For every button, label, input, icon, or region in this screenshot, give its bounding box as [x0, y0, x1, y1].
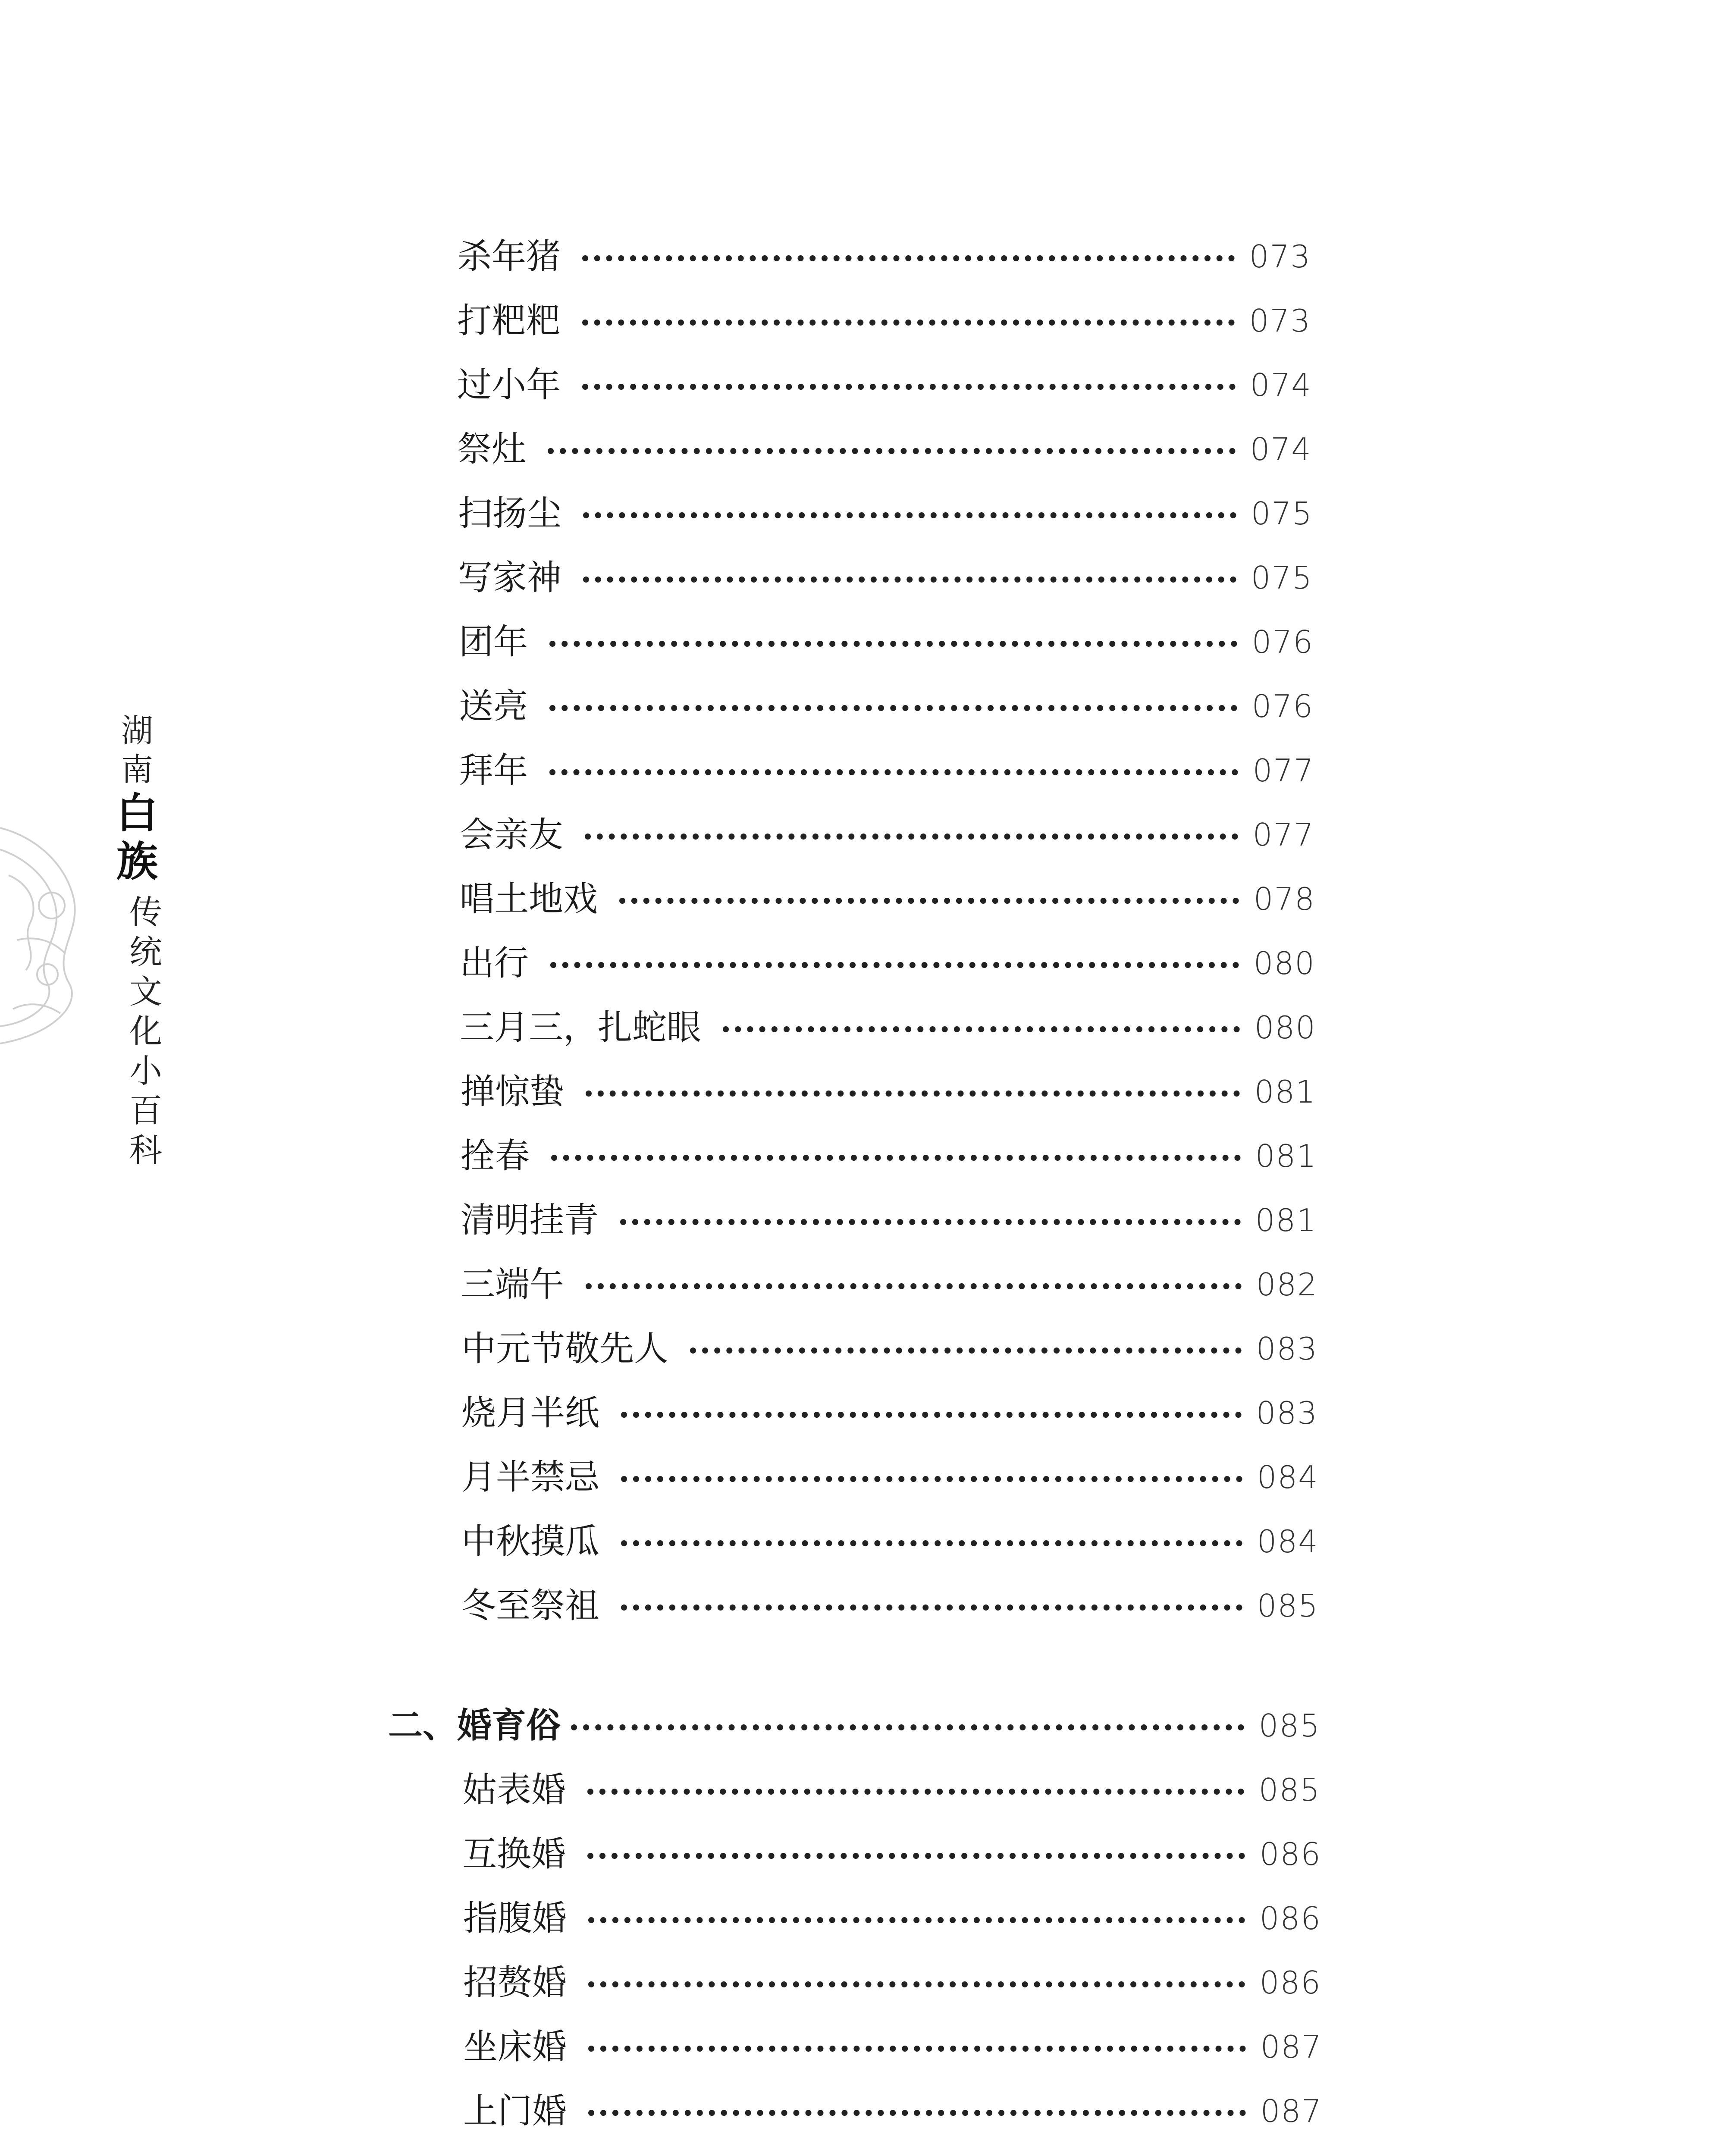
toc-entry-page: 077	[1252, 817, 1314, 853]
toc-entry-title: 中秋摸瓜	[461, 1521, 599, 1561]
toc-dot-leader	[549, 641, 1237, 647]
toc-entry[interactable]	[462, 1766, 1321, 1814]
running-title-char: 百	[129, 1091, 162, 1130]
running-title-char: 族	[116, 837, 158, 886]
toc-entry-title: 掸惊蛰	[461, 1072, 564, 1112]
toc-entry-title: 清明挂青	[461, 1200, 599, 1240]
toc-entry-page: 081	[1255, 1138, 1317, 1174]
toc-dot-leader	[723, 1026, 1240, 1032]
toc-entry-page: 077	[1252, 752, 1314, 789]
toc-entry-title: 出行	[460, 943, 529, 983]
toc-entry-title: 送亮	[459, 686, 528, 726]
toc-entry-page: 085	[1258, 1772, 1321, 1808]
toc-entry[interactable]	[457, 297, 1311, 345]
toc-section-heading[interactable]	[388, 1702, 1321, 1749]
toc-entry-title: 三端午	[461, 1264, 564, 1304]
toc-entry-title: 坐床婚	[463, 2027, 567, 2067]
running-title-char: 传	[129, 893, 162, 931]
toc-entry-title: 招赘婚	[463, 1962, 567, 2002]
toc-entry-page: 083	[1256, 1331, 1318, 1367]
toc-entry[interactable]	[459, 683, 1314, 730]
toc-entry-title: 会亲友	[460, 815, 563, 855]
toc-entry-title: 三月三，扎蛇眼	[460, 1007, 701, 1047]
toc-entry-page: 076	[1252, 624, 1314, 660]
toc-entry-page: 087	[1260, 2093, 1322, 2129]
toc-dot-leader	[582, 320, 1235, 326]
toc-entry-page: 073	[1249, 238, 1311, 275]
toc-dot-leader	[619, 898, 1239, 904]
toc-entry-title: 拜年	[459, 750, 528, 790]
toc-entry-page: 084	[1257, 1523, 1319, 1560]
toc-entry[interactable]	[461, 1454, 1319, 1501]
toc-entry-title: 上门婚	[463, 2091, 567, 2131]
toc-entry-title: 扫扬尘	[458, 493, 561, 533]
toc-entry[interactable]	[459, 618, 1314, 666]
toc-dot-leader	[621, 1540, 1242, 1546]
toc-entry[interactable]	[461, 1582, 1319, 1630]
toc-entry-page: 083	[1256, 1395, 1318, 1431]
toc-entry-page: 082	[1256, 1266, 1318, 1303]
toc-entry[interactable]	[459, 747, 1314, 794]
toc-entry[interactable]	[461, 1518, 1319, 1565]
toc-entry[interactable]	[462, 1830, 1321, 1878]
toc-section-title: 二、婚育俗	[388, 1705, 561, 1745]
toc-entry-title: 杀年猪	[457, 236, 561, 276]
toc-entry[interactable]	[461, 1197, 1317, 1244]
toc-dot-leader	[582, 384, 1236, 390]
toc-entry-title: 烧月半纸	[461, 1393, 599, 1433]
running-title-sub	[129, 893, 162, 1170]
toc-entry-page: 074	[1250, 431, 1312, 467]
toc-dot-leader	[548, 448, 1236, 454]
toc-entry[interactable]	[457, 361, 1312, 409]
toc-entry-title: 姑表婚	[462, 1770, 566, 1810]
toc-dot-leader	[621, 1604, 1242, 1611]
toc-entry[interactable]	[457, 426, 1312, 473]
toc-entry-title: 指腹婚	[463, 1898, 567, 1938]
toc-entry-page: 080	[1254, 1009, 1316, 1046]
toc-dot-leader	[583, 577, 1236, 583]
running-title-char: 化	[129, 1012, 162, 1050]
toc-entry[interactable]	[463, 1895, 1321, 1942]
toc-dot-leader	[620, 1219, 1241, 1225]
toc-entry-page: 075	[1251, 495, 1313, 532]
toc-dot-leader	[587, 1853, 1245, 1859]
toc-entry[interactable]	[460, 875, 1315, 923]
toc-entry-title: 唱土地戏	[460, 879, 598, 919]
toc-entry[interactable]	[463, 2023, 1322, 2071]
toc-dot-leader	[585, 834, 1238, 840]
toc-entry-page: 074	[1250, 367, 1312, 403]
running-title-main	[116, 711, 158, 886]
toc-entry-title: 拴春	[461, 1136, 530, 1176]
toc-dot-leader	[588, 1981, 1245, 1987]
toc-dot-leader	[583, 512, 1236, 518]
toc-dot-leader	[551, 1155, 1241, 1161]
toc-entry[interactable]	[461, 1389, 1318, 1437]
toc-entry[interactable]	[458, 554, 1313, 602]
toc-entry-title: 打粑粑	[457, 301, 561, 341]
toc-entry[interactable]	[461, 1068, 1316, 1116]
toc-entry-page: 076	[1252, 688, 1314, 724]
toc-entry[interactable]	[461, 1132, 1317, 1180]
toc-dot-leader	[588, 1917, 1245, 1923]
toc-entry-page: 073	[1249, 303, 1311, 339]
toc-dot-leader	[582, 255, 1235, 261]
running-title-char: 白	[116, 789, 158, 837]
toc-dot-leader	[587, 1789, 1244, 1795]
toc-entry-page: 086	[1259, 1900, 1321, 1937]
toc-dot-leader	[586, 1091, 1240, 1097]
toc-entry[interactable]	[463, 2087, 1322, 2135]
toc-entry-page: 078	[1253, 881, 1315, 917]
running-title	[116, 711, 168, 886]
toc-dot-leader	[549, 705, 1237, 711]
running-title-char: 湖	[121, 712, 153, 749]
toc-entry[interactable]	[458, 490, 1313, 537]
running-title-char: 小	[129, 1052, 162, 1090]
toc-entry[interactable]	[460, 811, 1314, 859]
toc-entry-title: 月半禁忌	[461, 1457, 599, 1497]
toc-entry-title: 过小年	[457, 365, 561, 405]
running-title-char: 科	[129, 1131, 162, 1169]
toc-entry-page: 086	[1259, 1836, 1321, 1872]
toc-dot-leader	[621, 1412, 1242, 1418]
running-title-char: 南	[121, 751, 153, 788]
toc-dot-leader	[571, 1724, 1244, 1730]
toc-entry-title: 冬至祭祖	[461, 1586, 599, 1626]
toc-entry[interactable]	[460, 940, 1315, 987]
toc-entry[interactable]	[461, 1261, 1318, 1308]
toc-entry-page: 080	[1253, 945, 1315, 981]
toc-entry-page: 087	[1260, 2029, 1322, 2065]
toc-dot-leader	[550, 962, 1239, 968]
decorative-ornament	[0, 811, 99, 1052]
toc-entry[interactable]	[461, 1325, 1318, 1373]
toc-section-page: 085	[1258, 1708, 1321, 1744]
toc-entry[interactable]	[463, 1959, 1321, 2006]
running-title-char: 文	[129, 972, 162, 1011]
toc-entry-page: 086	[1259, 1965, 1321, 2001]
toc-entry-title: 互换婚	[462, 1834, 566, 1874]
toc-dot-leader	[621, 1476, 1242, 1482]
toc-entry[interactable]	[460, 1004, 1316, 1051]
toc-entry-page: 081	[1254, 1074, 1316, 1110]
toc-entry-page: 081	[1255, 1202, 1317, 1238]
toc-dot-leader	[690, 1348, 1242, 1354]
toc-entry-page: 085	[1257, 1588, 1319, 1624]
toc-dot-leader	[588, 2046, 1246, 2052]
toc-dot-leader	[588, 2110, 1246, 2116]
toc-dot-leader	[549, 769, 1238, 775]
toc-entry-title: 祭灶	[457, 429, 526, 469]
toc-entry-page: 084	[1257, 1459, 1319, 1495]
toc-entry[interactable]	[457, 233, 1311, 280]
toc-dot-leader	[586, 1283, 1242, 1289]
toc-entry-title: 团年	[459, 622, 528, 662]
toc-entry-title: 中元节敬先人	[461, 1329, 668, 1369]
running-title-char: 统	[129, 933, 162, 971]
toc-entry-title: 写家神	[458, 558, 561, 598]
toc-entry-page: 075	[1251, 560, 1313, 596]
